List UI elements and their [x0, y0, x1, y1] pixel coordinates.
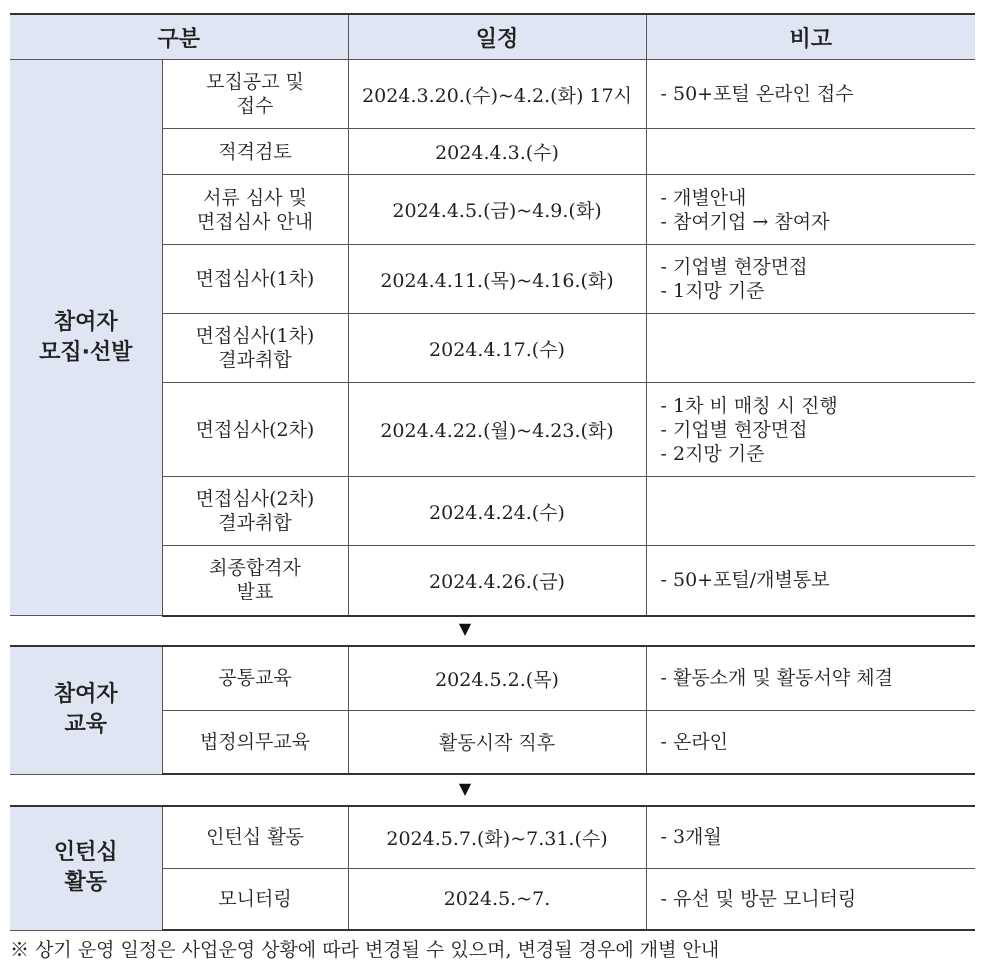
row-date: 2024.5.2.(목): [348, 646, 646, 710]
group-label-internship: [10, 806, 162, 930]
row-item: [162, 868, 348, 930]
row-date: 2024.4.11.(목)~4.16.(화): [348, 245, 646, 314]
row-notes: [646, 245, 975, 314]
row-notes: [646, 477, 975, 546]
table-row: [10, 60, 975, 129]
row-date: 2024.3.20.(수)~4.2.(화) 17시: [348, 60, 646, 129]
row-date: 2024.4.22.(월)~4.23.(화): [348, 383, 646, 477]
note-line: - 50+포털/개별통보: [660, 569, 830, 592]
row-item: [162, 646, 348, 710]
row-item: [162, 710, 348, 774]
item-line: 공통교육: [218, 667, 292, 690]
row-item: [162, 546, 348, 616]
note-line: - 1지망 기준: [660, 280, 765, 302]
row-date: 2024.4.26.(금): [348, 546, 646, 616]
schedule-table-recruitment: [10, 13, 975, 617]
item-line: 면접심사 안내: [196, 210, 314, 233]
row-date: 2024.5.7.(화)~7.31.(수): [348, 806, 646, 868]
row-notes: [646, 710, 975, 774]
row-item: [162, 477, 348, 546]
row-item: [162, 175, 348, 245]
footnote: ※ 상기 운영 일정은 사업운영 상황에 따라 변경될 수 있으며, 변경될 경우에 개별 안내: [10, 939, 720, 961]
row-notes: [646, 868, 975, 930]
row-notes: [646, 60, 975, 129]
item-line: 면접심사(2차): [195, 418, 315, 441]
item-line: 접수: [236, 95, 274, 117]
group-label-line: 참여자: [53, 309, 118, 335]
row-notes: [646, 129, 975, 175]
note-line: - 온라인: [660, 730, 729, 753]
down-arrow-icon: ▼: [458, 619, 472, 638]
note-line: - 활동소개 및 활동서약 체결: [660, 667, 893, 690]
schedule-table-education: [10, 645, 975, 775]
item-line: 면접심사(2차): [195, 488, 315, 510]
note-line: - 50+포털 온라인 접수: [660, 83, 854, 105]
row-date: 2024.5.~7.: [348, 868, 646, 930]
note-line: - 2지망 기준: [660, 442, 765, 465]
note-line: - 1차 비 매칭 시 진행: [660, 394, 838, 417]
table-row: [10, 806, 975, 868]
note-line: - 개별안내: [660, 186, 747, 209]
item-line: 인턴십 활동: [206, 826, 304, 849]
row-date: 2024.4.17.(수): [348, 314, 646, 383]
item-line: 결과취합: [218, 349, 292, 371]
group-label-recruitment: [10, 60, 162, 616]
row-date: 2024.4.24.(수): [348, 477, 646, 546]
row-date: 2024.4.5.(금)~4.9.(화): [348, 175, 646, 245]
header-schedule: 일정: [348, 14, 646, 60]
row-date: 2024.4.3.(수): [348, 129, 646, 175]
group-label-education: [10, 646, 162, 774]
note-line: - 참여기업 → 참여자: [660, 210, 830, 233]
note-line: - 3개월: [660, 826, 722, 849]
item-line: 모니터링: [218, 887, 292, 910]
item-line: 결과취합: [218, 512, 292, 534]
row-item: [162, 806, 348, 868]
group-label-line: 활동: [64, 870, 107, 896]
item-line: 최종합격자: [209, 557, 301, 580]
note-line: - 기업별 현장면접: [660, 418, 808, 441]
row-item: [162, 60, 348, 129]
group-label-line: 모집·선발: [39, 339, 133, 365]
row-notes: [646, 175, 975, 245]
row-item: [162, 129, 348, 175]
note-line: - 기업별 현장면접: [660, 256, 808, 278]
item-line: 발표: [236, 581, 274, 604]
table-header-row: [10, 14, 975, 60]
group-label-line: 인턴십: [53, 840, 118, 866]
row-notes: [646, 383, 975, 477]
row-notes: [646, 546, 975, 616]
row-item: [162, 245, 348, 314]
row-item: [162, 314, 348, 383]
item-line: 면접심사(1차): [195, 325, 315, 347]
item-line: 서류 심사 및: [203, 186, 307, 209]
group-label-line: 교육: [64, 712, 107, 738]
row-date: 활동시작 직후: [348, 710, 646, 774]
row-notes: [646, 314, 975, 383]
down-arrow-icon: ▼: [458, 779, 472, 798]
item-line: 모집공고 및: [206, 71, 304, 93]
group-label-line: 참여자: [53, 682, 118, 708]
header-remarks: 비고: [646, 14, 975, 60]
item-line: 면접심사(1차): [195, 268, 315, 290]
item-line: 적격검토: [218, 140, 292, 163]
table-row: [10, 646, 975, 710]
row-notes: [646, 806, 975, 868]
note-line: - 유선 및 방문 모니터링: [660, 887, 857, 910]
item-line: 법정의무교육: [199, 730, 311, 753]
row-notes: [646, 646, 975, 710]
header-category: 구분: [10, 14, 348, 60]
schedule-table-internship: [10, 805, 975, 931]
row-item: [162, 383, 348, 477]
